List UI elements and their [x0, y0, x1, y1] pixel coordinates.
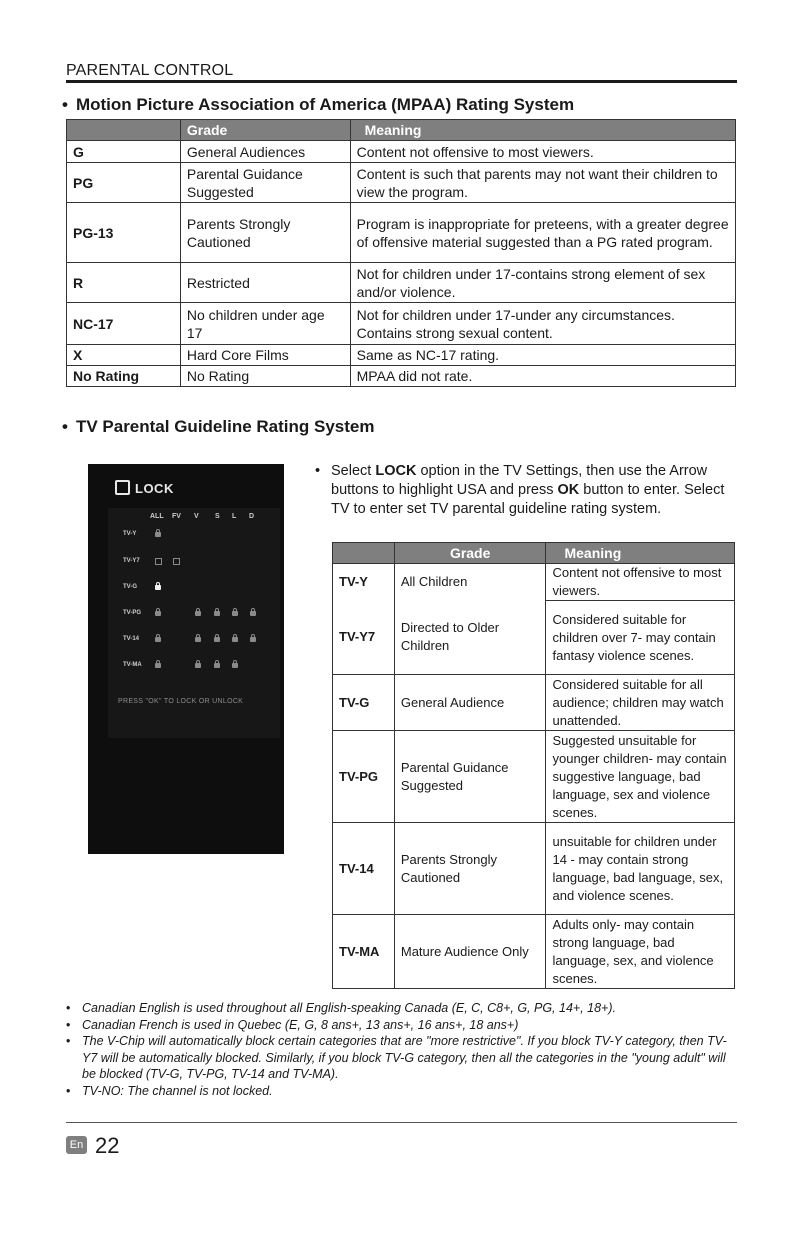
header-rule — [66, 80, 737, 83]
note-item: • Canadian French is used in Quebec (E, G, 8 ans+, 13 ans+, 16 ans+, 18 ans+) — [66, 1017, 738, 1034]
lock-icon — [214, 637, 220, 642]
rating-meaning: Same as NC-17 rating. — [350, 345, 735, 366]
rating-meaning: Considered suitable for children over 7- may contain fantasy violence scenes. — [546, 601, 735, 675]
lock-icon — [214, 663, 220, 668]
lock-icon — [155, 611, 161, 616]
checkbox-icon — [115, 480, 130, 495]
column-header: S — [215, 513, 220, 520]
lock-icon — [232, 637, 238, 642]
mpaa-header-meaning: Meaning — [350, 120, 735, 141]
rating-code: TV-PG — [333, 731, 395, 823]
table-row — [333, 915, 735, 989]
lock-hint-text: PRESS "OK" TO LOCK OR UNLOCK — [118, 698, 244, 705]
rating-code: X — [67, 345, 181, 366]
bullet: • — [315, 463, 321, 479]
instruction-paragraph — [331, 462, 735, 519]
lock-title-text: LOCK — [135, 481, 174, 496]
instruction-bold: OK — [557, 482, 580, 498]
tv-header-blank — [333, 543, 395, 564]
table-row — [67, 263, 736, 303]
rating-code: TV-G — [333, 675, 395, 731]
row-label: TV-PG — [123, 610, 142, 616]
rating-grade: Restricted — [180, 263, 350, 303]
rating-code: PG — [67, 163, 181, 203]
lock-icon — [214, 611, 220, 616]
rating-grade: General Audiences — [180, 141, 350, 163]
row-label: TV-14 — [123, 636, 140, 642]
rating-grade: General Audience — [394, 675, 546, 731]
rating-grade: Mature Audience Only — [394, 915, 546, 989]
rating-meaning: Program is inappropriate for preteens, with a greater degree of offensive material suggested than a PG rated program. — [350, 203, 735, 263]
lock-icon — [195, 663, 201, 668]
row-label: TV-G — [123, 584, 138, 590]
rating-code: G — [67, 141, 181, 163]
table-row — [67, 163, 736, 203]
page-header — [66, 62, 737, 80]
lock-icon — [232, 611, 238, 616]
bullet: • — [62, 95, 68, 114]
unlocked-square-icon — [173, 558, 180, 565]
lock-instructions — [315, 462, 735, 519]
table-row — [67, 366, 736, 387]
rating-code: No Rating — [67, 366, 181, 387]
lock-icon — [155, 663, 161, 668]
rating-code: PG-13 — [67, 203, 181, 263]
lock-menu-title — [115, 480, 174, 496]
table-row — [67, 203, 736, 263]
rating-meaning: Content not offensive to most viewers. — [350, 141, 735, 163]
tv-title-text: TV Parental Guideline Rating System — [75, 417, 375, 436]
table-row — [333, 601, 735, 675]
table-row — [333, 675, 735, 731]
language-badge: En — [66, 1136, 87, 1154]
note-item: • The V-Chip will automatically block certain categories that are "more restrictive". If you block TV-Y category, then TV-Y7 will be automatically blocked. Similarly, if you block TV-G category, then all the categories in the "young adult" will be blocked (TV-G, TV-PG, TV-14 and TV-MA). — [66, 1033, 738, 1083]
lock-icon — [250, 637, 256, 642]
row-label: TV-Y — [123, 531, 137, 537]
rating-meaning: MPAA did not rate. — [350, 366, 735, 387]
table-row — [67, 345, 736, 366]
tv-header-row — [333, 543, 735, 564]
rating-grade: Parental Guidance Suggested — [394, 731, 546, 823]
lock-icon — [155, 637, 161, 642]
rating-grade: No Rating — [180, 366, 350, 387]
table-row — [333, 823, 735, 915]
unlocked-square-icon — [155, 558, 162, 565]
tv-header-meaning: Meaning — [546, 543, 735, 564]
rating-meaning: Suggested unsuitable for younger children- may contain suggestive language, bad language, sex and violence scenes. — [546, 731, 735, 823]
instruction-text: option in the TV Settings, then use the Arrow buttons to highlight USA and press — [331, 463, 708, 498]
rating-code: TV-14 — [333, 823, 395, 915]
rating-meaning: Considered suitable for all audience; children may watch unattended. — [546, 675, 735, 731]
instruction-text: Select — [331, 463, 376, 479]
tv-rating-table — [332, 542, 735, 989]
bullet: • — [62, 417, 68, 436]
rating-meaning: Content is such that parents may not want their children to view the program. — [350, 163, 735, 203]
rating-code: TV-Y7 — [333, 601, 395, 675]
tv-lock-screenshot — [88, 464, 284, 854]
lock-icon — [250, 611, 256, 616]
rating-grade: All Children — [394, 564, 546, 601]
note-item: • Canadian English is used throughout all English-speaking Canada (E, C, C8+, G, PG, 14+, 18+). — [66, 1000, 738, 1017]
rating-grade: No children under age 17 — [180, 303, 350, 345]
rating-grade: Parental Guidance Suggested — [180, 163, 350, 203]
rating-meaning: Adults only- may contain strong language, bad language, sex, and violence scenes. — [546, 915, 735, 989]
footer-rule — [66, 1122, 737, 1123]
rating-code: NC-17 — [67, 303, 181, 345]
column-header: FV — [172, 513, 181, 520]
rating-grade: Hard Core Films — [180, 345, 350, 366]
row-label: TV-MA — [123, 662, 142, 668]
rating-code: TV-Y — [333, 564, 395, 601]
table-row — [333, 564, 735, 601]
row-label: TV-Y7 — [123, 558, 140, 564]
column-header: L — [232, 513, 237, 520]
tv-header-grade: Grade — [394, 543, 546, 564]
rating-grade: Parents Strongly Cautioned — [394, 823, 546, 915]
mpaa-header-row — [67, 120, 736, 141]
column-header: ALL — [150, 513, 164, 520]
lock-icon — [195, 611, 201, 616]
lock-icon — [195, 637, 201, 642]
mpaa-header-blank — [67, 120, 181, 141]
page-number: 22 — [95, 1133, 120, 1158]
rating-meaning: Not for children under 17-under any circumstances. Contains strong sexual content. — [350, 303, 735, 345]
column-header: D — [249, 513, 255, 520]
rating-grade: Directed to Older Children — [394, 601, 546, 675]
lock-icon — [232, 663, 238, 668]
rating-code: TV-MA — [333, 915, 395, 989]
instruction-text: button to enter. Select TV to enter set TV parental guideline rating system. — [331, 482, 725, 517]
rating-meaning: unsuitable for children under 14 - may contain strong language, bad language, sex, and violence scenes. — [546, 823, 735, 915]
rating-code: R — [67, 263, 181, 303]
lock-icon — [155, 532, 161, 537]
rating-meaning: Content not offensive to most viewers. — [546, 564, 735, 601]
notes-list — [66, 1000, 738, 1099]
lock-icon — [155, 585, 161, 590]
table-row — [333, 731, 735, 823]
mpaa-header-grade: Grade — [180, 120, 350, 141]
note-item: • TV-NO: The channel is not locked. — [66, 1083, 738, 1100]
column-header: V — [194, 513, 199, 520]
tv-section-title — [62, 417, 374, 437]
mpaa-section-title — [62, 95, 574, 115]
table-row — [67, 141, 736, 163]
rating-grade: Parents Strongly Cautioned — [180, 203, 350, 263]
header-title: PARENTAL CONTROL — [66, 62, 234, 79]
instruction-bold: LOCK — [375, 463, 417, 479]
table-row — [67, 303, 736, 345]
rating-meaning: Not for children under 17-contains strong element of sex and/or violence. — [350, 263, 735, 303]
mpaa-title-text: Motion Picture Association of America (MPAA) Rating System — [75, 95, 575, 114]
mpaa-table — [66, 119, 736, 387]
